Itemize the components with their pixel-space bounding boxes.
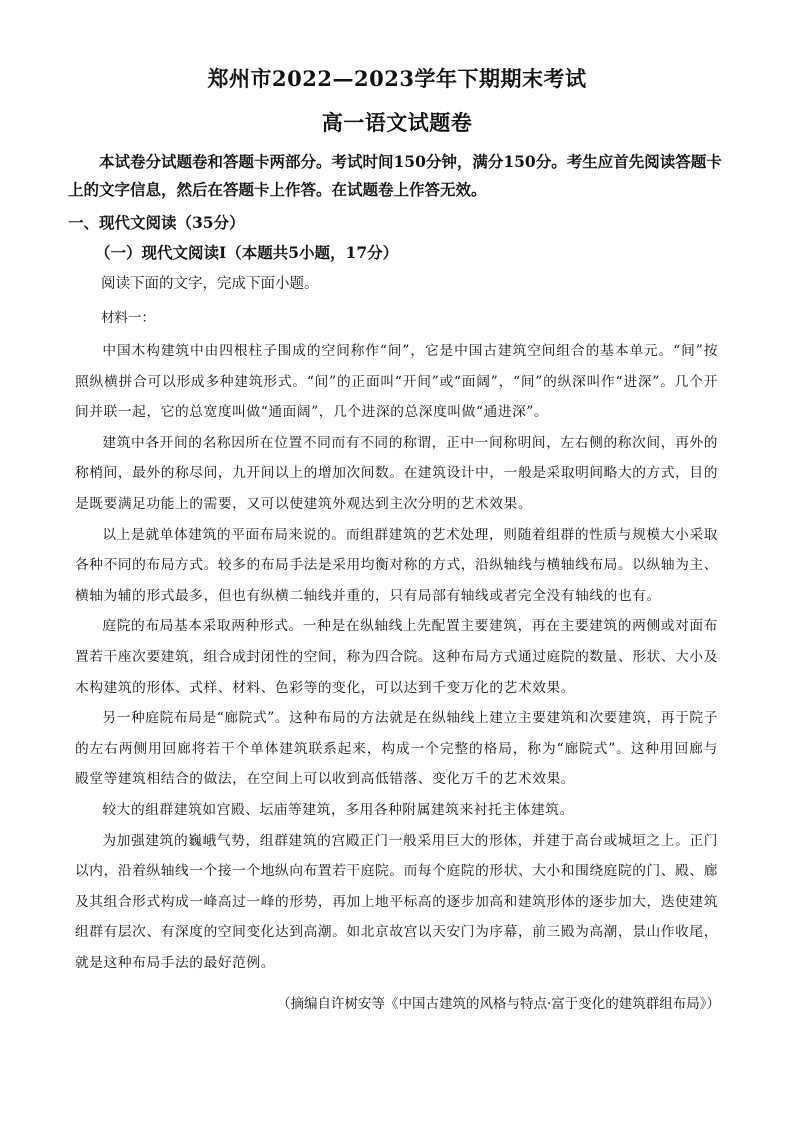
exam-title: 郑州市2022—2023学年下期期末考试	[207, 66, 587, 91]
subsection-heading: （一）现代文阅读Ⅰ（本题共5小题，17分）	[95, 243, 399, 262]
section-heading: 一、现代文阅读（35分）	[68, 213, 245, 232]
article-paragraph: 以上是就单体建筑的平面布局来说的。而组群建筑的艺术处理，则随着组群的性质与规模大小采取各种不同的布局方式。较多的布局手法是采用均衡对称的方式，沿纵轴线与横轴线布局。以纵轴为主、横轴为辅的形式最多，但也有纵横二轴线并重的，只有局部有轴线或者完全没有轴线的也有。	[75, 526, 718, 604]
article-paragraph: 为加强建筑的巍峨气势，组群建筑的宫殿正门一般采用巨大的形体，并建于高台或城垣之上。正门以内，沿着纵轴线一个接一个地纵向布置若干庭院。而每个庭院的形状、大小和围绕庭院的门、殿、廊及其组合形式构成一峰高过一峰的形势，再加上地平标高的逐步加高和建筑形体的逐步加大，迭使建筑组群有层次、有深度的空间变化达到高潮。如北京故宫以天安门为序幕，前三殿为高潮，景山作收尾，就是这种布局手法的最好范例。	[75, 832, 718, 971]
material-label: 材料一：	[101, 310, 155, 326]
reading-instruction: 阅读下面的文字，完成下面小题。	[101, 276, 319, 292]
article-paragraph: 较大的组群建筑如宫殿、坛庙等建筑，多用各种附属建筑来衬托主体建筑。	[102, 801, 574, 818]
article-paragraph: 庭院的布局基本采取两种形式。一种是在纵轴线上先配置主要建筑，再在主要建筑的两侧或对面布置若干座次要建筑，组合成封闭性的空间，称为四合院。这种布局方式通过庭院的数量、形状、大小及木构建筑的形体、式样、材料、色彩等的变化，可以达到千变万化的艺术效果。	[75, 618, 718, 696]
exam-subtitle: 高一语文试题卷	[321, 110, 473, 135]
article-body	[75, 336, 718, 978]
article-paragraph: 另一种庭院布局是“廊院式”。这种布局的方法就是在纵轴线上建立主要建筑和次要建筑，再于院子的左右两侧用回廊将若干个单体建筑联系起来，构成一个完整的格局，称为“廊院式”。这种用回廊与殿堂等建筑相结合的做法，在空间上可以收到高低错落、变化万千的艺术效果。	[75, 710, 718, 788]
article-paragraph: 建筑中各开间的名称因所在位置不同而有不同的称谓，正中一间称明间，左右侧的称次间，再外的称梢间，最外的称尽间，九开间以上的增加次间数。在建筑设计中，一般是采取明间略大的方式，目的是既要满足功能上的需要，又可以使建筑外观达到主次分明的艺术效果。	[75, 434, 718, 512]
source-citation: （摘编自许树安等《中国古建筑的风格与特点·富于变化的建筑群组布局》）	[276, 996, 720, 1012]
exam-instructions: 本试卷分试题卷和答题卡两部分。考试时间150分钟，满分150分。考生应首先阅读答题卡上的文字信息，然后在答题卡上作答。在试题卷上作答无效。	[68, 152, 722, 199]
article-paragraph: 中国木构建筑中由四根柱子围成的空间称作“间”，它是中国古建筑空间组合的基本单元。“间”按照纵横拼合可以形成多种建筑形式。“间”的正面叫“开间”或“面阔”，“间”的纵深叫作“进深”。几个开间并联一起，它的总宽度叫做“通面阔”，几个进深的总深度叫做“通进深”。	[75, 343, 718, 421]
